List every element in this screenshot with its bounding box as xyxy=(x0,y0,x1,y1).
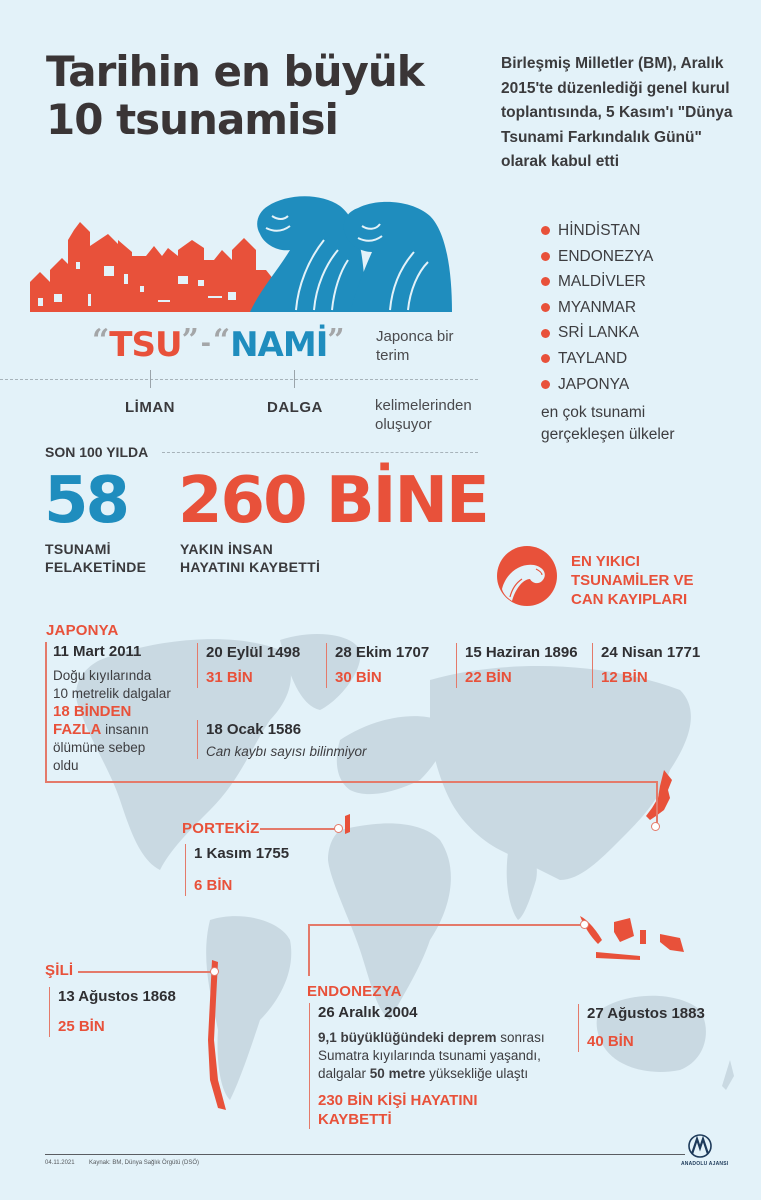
region-label-portugal: PORTEKİZ xyxy=(182,820,260,837)
bullet-dot-icon xyxy=(541,329,550,338)
tsunami-count-label: TSUNAMİ FELAKETİNDE xyxy=(45,541,147,575)
connector-line xyxy=(308,924,310,976)
tsunami-count: 58 xyxy=(44,464,128,538)
town-icon xyxy=(30,222,274,312)
country-item: ENDONEZYA xyxy=(540,244,653,270)
connector-line xyxy=(308,924,582,926)
country-item: HİNDİSTAN xyxy=(540,218,653,244)
bullet-dot-icon xyxy=(541,226,550,235)
death-count-label: YAKIN İNSAN HAYATINI KAYBETTİ xyxy=(180,541,321,575)
wave-icon xyxy=(250,196,452,312)
wave-badge-icon xyxy=(496,545,558,607)
map-pin-indonesia xyxy=(580,920,589,929)
title-line-2: 10 tsunamisi xyxy=(46,95,338,144)
connector-tick xyxy=(150,370,151,388)
map-pin-portugal xyxy=(334,824,343,833)
meaning-liman: LİMAN xyxy=(125,399,175,416)
event-japan-1707: 28 Ekim 1707 30 BİN xyxy=(326,643,429,688)
event-indonesia-1883: 27 Ağustos 1883 40 BİN xyxy=(578,1004,705,1052)
country-list xyxy=(540,218,653,397)
connector-line xyxy=(260,828,336,830)
footer-date: 04.11.2021 xyxy=(45,1160,75,1166)
section-title: EN YIKICI TSUNAMİLER VE CAN KAYIPLARI xyxy=(571,553,694,608)
country-item: JAPONYA xyxy=(540,372,653,398)
event-japan-2011: 11 Mart 2011 Doğu kıyılarında 10 metrelik dalgalar 18 BİNDEN FAZLA insanın ölümüne sebep oldu xyxy=(53,643,171,773)
event-japan-1896: 15 Haziran 1896 22 BİN xyxy=(456,643,578,688)
event-japan-1498: 20 Eylül 1498 31 BİN xyxy=(197,643,300,688)
country-item: SRİ LANKA xyxy=(540,320,653,346)
bullet-dot-icon xyxy=(541,354,550,363)
event-japan-1771: 24 Nisan 1771 12 BİN xyxy=(592,643,700,688)
word-nami: NAMİ xyxy=(230,325,328,365)
event-indonesia-2004: 26 Aralık 2004 9,1 büyüklüğündeki deprem sonrası Sumatra kıyılarında tsunami yaşandı, dalgalar 50 metre yüksekliğe ulaştı 230 BİN KİŞİ HAYATINI KAYBETTİ xyxy=(309,1003,549,1129)
title-line-1: Tarihin en büyük xyxy=(46,47,424,96)
bullet-dot-icon xyxy=(541,277,550,286)
divider xyxy=(162,452,478,453)
map-pin-japan xyxy=(651,822,660,831)
connector-line xyxy=(45,781,657,783)
japanese-term-note: Japonca bir terim xyxy=(376,328,454,364)
event-chile-1868: 13 Ağustos 1868 25 BİN xyxy=(49,987,176,1037)
anadolu-agency-logo-icon xyxy=(688,1134,712,1158)
region-label-indonesia: ENDONEZYA xyxy=(307,983,402,1000)
un-intro-text: Birleşmiş Milletler (BM), Aralık 2015'te düzenlediği genel kurul toplantısında, 5 Kasım'ı "Dünya Tsunami Farkındalık Günü" olarak kabul etti xyxy=(501,55,733,170)
country-list-note: en çok tsunami gerçekleşen ülkeler xyxy=(541,404,675,443)
bullet-dot-icon xyxy=(541,380,550,389)
connector-line xyxy=(78,971,212,973)
footer-source: Kaynak: BM, Dünya Sağlık Örgütü (DSÖ) xyxy=(89,1160,200,1166)
event-japan-1586: 18 Ocak 1586 Can kaybı sayısı bilinmiyor xyxy=(197,720,367,759)
meaning-dalga: DALGA xyxy=(267,399,323,416)
footer-divider xyxy=(45,1154,685,1155)
tsunami-etymology: “ TSU ” - “ NAMİ ” xyxy=(92,323,345,365)
connector-tick xyxy=(294,370,295,388)
event-portugal-1755: 1 Kasım 1755 6 BİN xyxy=(185,844,289,896)
death-count: 260 BİNE xyxy=(178,464,488,538)
region-label-chile: ŞİLİ xyxy=(45,962,74,979)
agency-name: ANADOLU AJANSI xyxy=(681,1161,729,1167)
country-item: TAYLAND xyxy=(540,346,653,372)
word-tsu: TSU xyxy=(109,325,182,365)
divider xyxy=(0,379,478,380)
bullet-dot-icon xyxy=(541,303,550,312)
period-label: SON 100 YILDA xyxy=(45,444,149,460)
town-and-wave-illustration xyxy=(28,190,478,315)
page-title xyxy=(46,48,424,144)
country-item: MALDİVLER xyxy=(540,269,653,295)
country-item: MYANMAR xyxy=(540,295,653,321)
words-note: kelimelerinden oluşuyor xyxy=(375,397,472,433)
bullet-dot-icon xyxy=(541,252,550,261)
map-pin-chile xyxy=(210,967,219,976)
region-label-japan: JAPONYA xyxy=(46,622,119,639)
connector-line xyxy=(656,781,658,825)
